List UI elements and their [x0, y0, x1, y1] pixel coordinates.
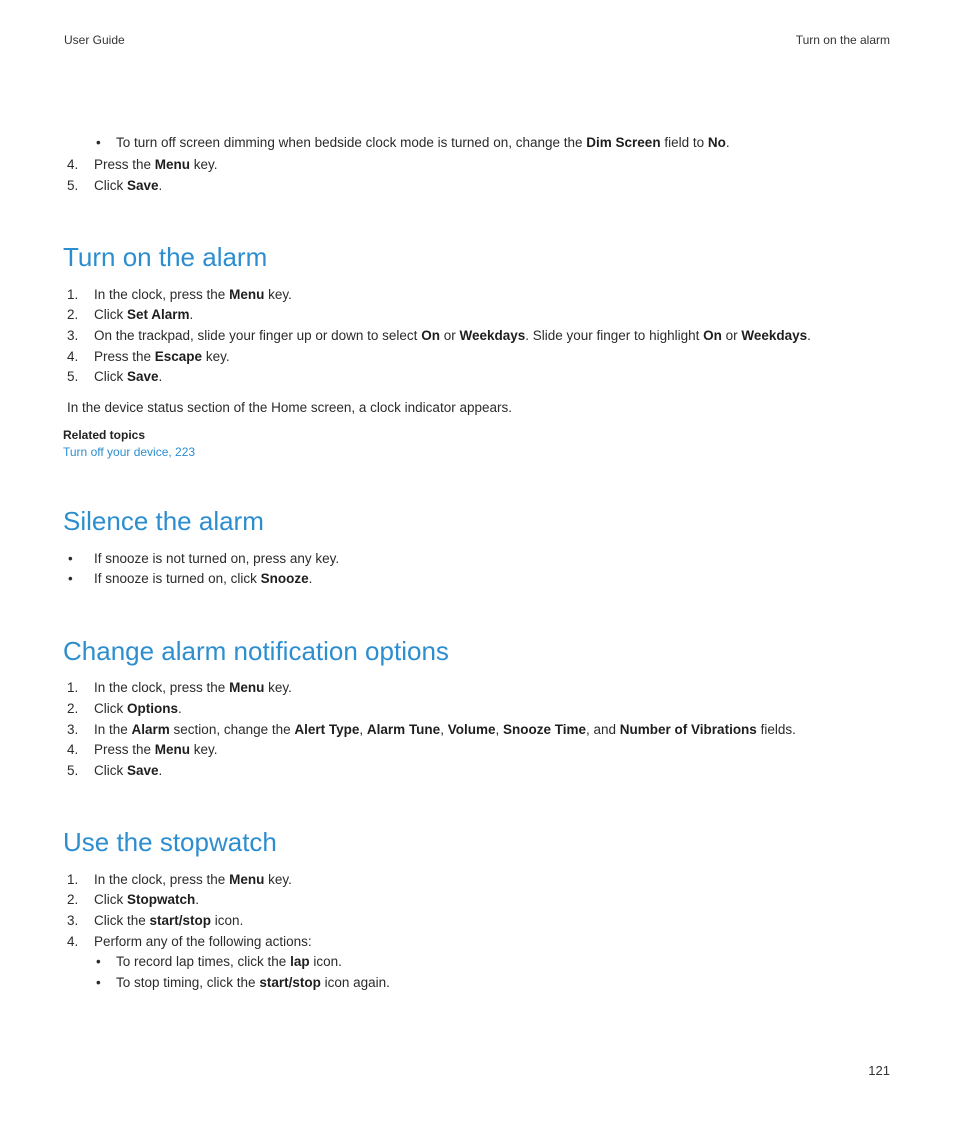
bullet: • [68, 551, 73, 566]
section-title-use-stopwatch: Use the stopwatch [63, 827, 277, 857]
list-item-text: To turn off screen dimming when bedside clock mode is turned on, change the Dim Screen field to No. [116, 135, 730, 150]
bullet: • [96, 135, 101, 150]
section-title-silence-alarm: Silence the alarm [63, 506, 264, 536]
related-topics-heading: Related topics [63, 428, 146, 442]
bullet: • [96, 975, 101, 990]
bullet: • [96, 954, 101, 969]
section-title-change-alarm-options: Change alarm notification options [63, 636, 449, 666]
related-topic-link[interactable]: Turn off your device, 223 [63, 445, 196, 459]
note-text: In the device status section of the Home screen, a clock indicator appears. [67, 400, 512, 415]
header-doc-title: User Guide [64, 33, 125, 47]
bullet: • [68, 571, 73, 586]
header-section-title: Turn on the alarm [795, 33, 890, 47]
section-title-turn-on-alarm: Turn on the alarm [63, 242, 268, 272]
page-number: 121 [868, 1063, 890, 1078]
